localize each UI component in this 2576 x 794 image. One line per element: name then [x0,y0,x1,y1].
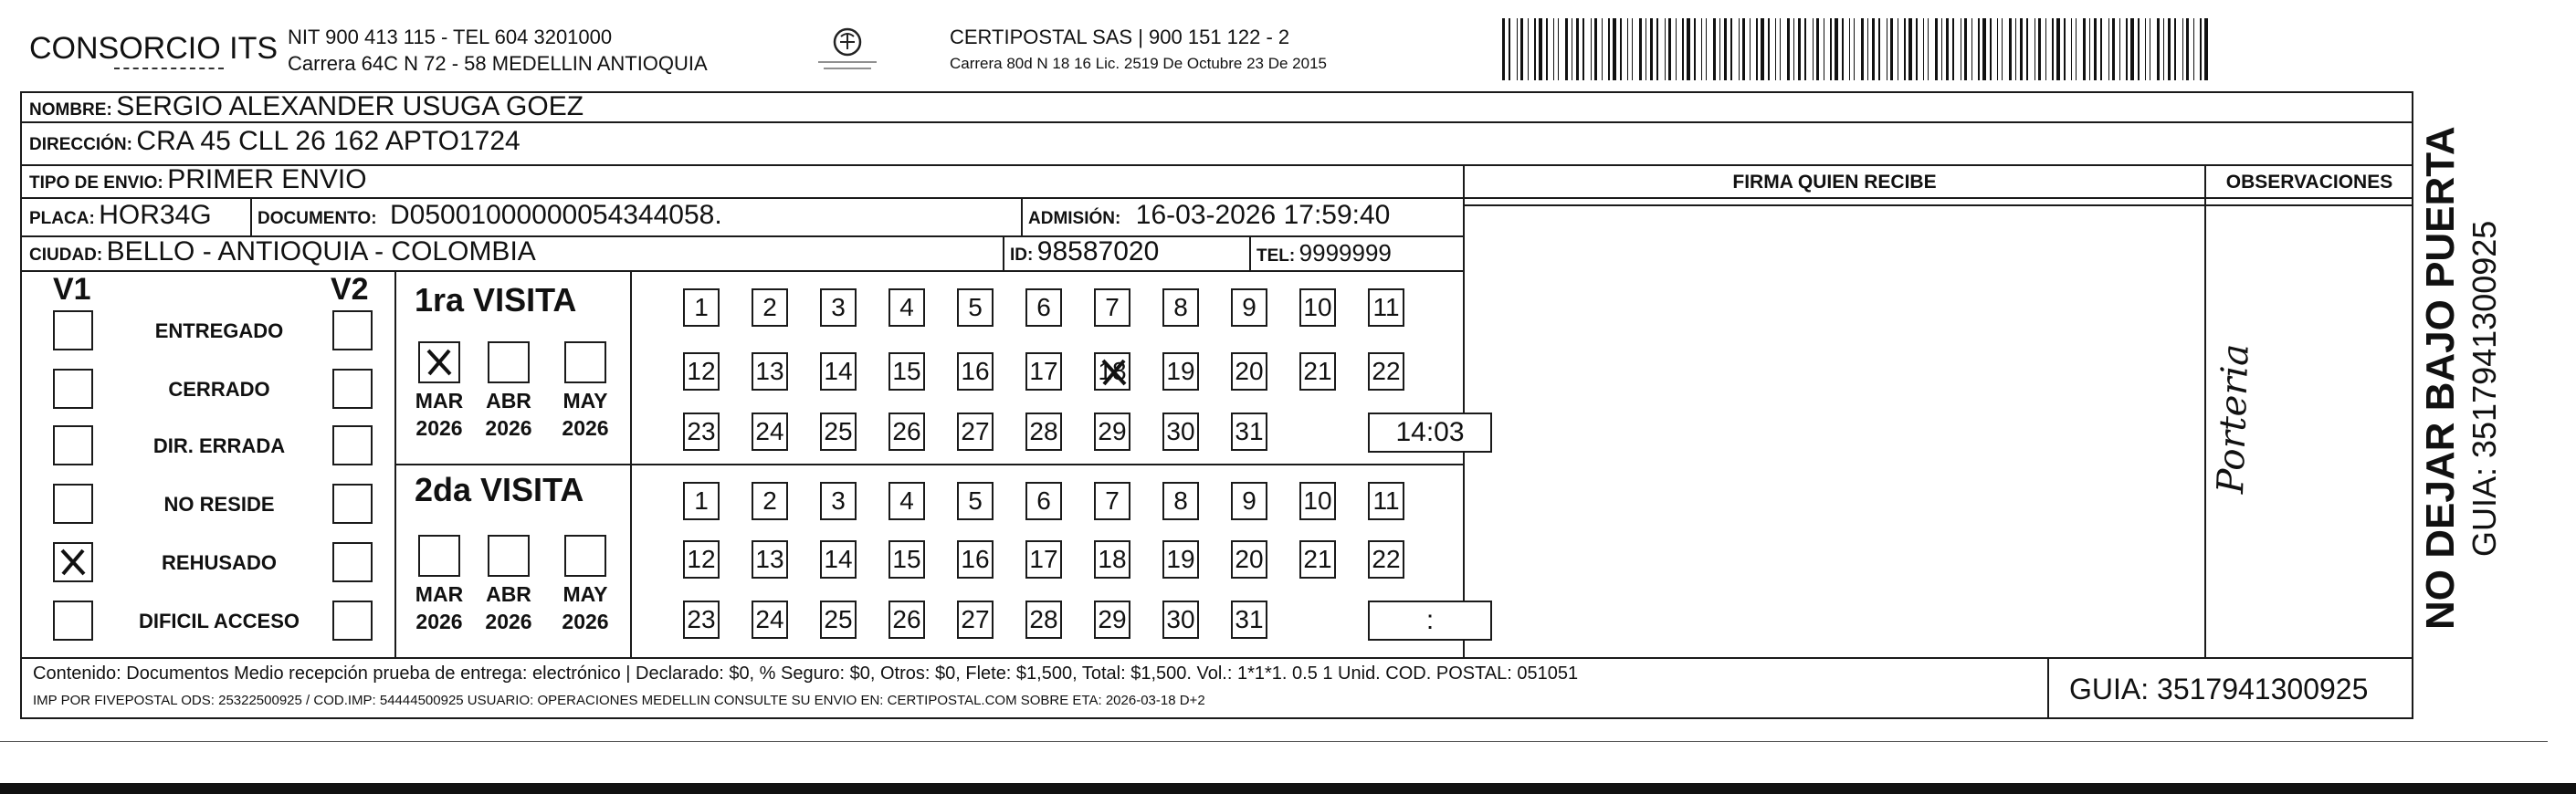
x-mark-icon [423,346,456,379]
visit2-day-box[interactable]: 1 [683,482,720,520]
visit1-day-box[interactable]: 23 [683,413,720,451]
barcode-bar [1665,18,1666,80]
visit1-day-box[interactable]: 5 [957,288,994,327]
barcode-bar [1946,18,1949,80]
plate-value: HOR34G [99,200,212,230]
visit2-day-box[interactable]: 26 [888,601,925,639]
barcode-bar [2009,18,2012,80]
status-v2-checkbox[interactable] [332,425,373,465]
visit2-day-box[interactable]: 27 [957,601,994,639]
barcode-bar [1813,18,1814,80]
visit2-day-box[interactable]: 23 [683,601,720,639]
barcode-bar [1890,18,1893,80]
barcode-bar [2071,18,2072,80]
visit2-day-box[interactable]: 17 [1025,540,1062,579]
visit1-day-box[interactable]: 28 [1025,413,1062,451]
barcode-bar [2200,18,2202,80]
status-v1-checkbox[interactable] [53,601,93,641]
barcode-bar [2015,18,2016,80]
visit2-day-box[interactable]: 14 [820,540,857,579]
barcode-bar [1916,18,1918,80]
barcode-bar [2076,18,2077,80]
visit2-day-box[interactable]: 24 [752,601,788,639]
x-mark-icon [57,546,89,579]
visit2-month-year: 2026 [415,610,463,633]
footer-guia: GUIA: 3517941300925 [2069,673,2369,705]
type-label: TIPO DE ENVIO: [29,173,163,193]
side-no-dejar: NO DEJAR BAJO PUERTA [2418,126,2463,630]
side-guia: GUIA: 3517941300925 [2466,220,2503,557]
barcode-bar [1756,18,1758,80]
admission-value: 16-03-2026 17:59:40 [1135,200,1391,230]
visit2-day-box[interactable]: 10 [1299,482,1336,520]
address-label: DIRECCIÓN: [29,135,132,154]
visit2-day-box[interactable]: 21 [1299,540,1336,579]
visit1-month-checkbox[interactable] [418,341,460,383]
visit1-day-box[interactable]: 3 [820,288,857,327]
visit1-month-year: 2026 [415,416,463,440]
visit1-day-box[interactable]: 19 [1162,352,1199,391]
barcode-bar [1565,18,1568,80]
barcode-bar [1935,18,1938,80]
visit2-day-box[interactable]: 30 [1162,601,1199,639]
visit1-day-box[interactable]: 27 [957,413,994,451]
visit2-day-box[interactable]: 3 [820,482,857,520]
visit1-day-box[interactable]: 4 [888,288,925,327]
barcode-bar [1639,18,1642,80]
visit1-day-box[interactable]: 22 [1368,352,1404,391]
barcode-bar [1620,18,1622,80]
barcode-bar [1613,18,1616,80]
barcode-bar [1835,18,1838,80]
v1-header: V1 [53,272,91,307]
footer-contents: Contenido: Documentos Medio recepción prueba de entrega: electrónico | Declarado: $0, % Seguro: $0, Otros: $0, Flete: $1,500, Total: $1,500. Vol.: 1*1*1. 0.5 1 Unid. COD. POSTAL: 051051 [33,663,1579,684]
visit1-day-box[interactable]: 24 [752,413,788,451]
visit2-day-box[interactable]: 13 [752,540,788,579]
barcode-bar [2089,18,2090,80]
barcode-bar [1904,18,1906,80]
barcode-bar [2094,18,2097,80]
status-v2-checkbox[interactable] [332,369,373,409]
visit1-day-box[interactable]: 9 [1231,288,1267,327]
barcode-bar [2174,18,2176,80]
barcode-bar [2038,18,2041,80]
barcode-bar [1878,18,1880,80]
barcode-bar [1830,18,1832,80]
barcode-bar [1668,18,1671,80]
visit2-day-box[interactable]: 6 [1025,482,1062,520]
barcode-bar [1780,18,1781,80]
visit2-day-box[interactable]: 2 [752,482,788,520]
postal-info-line2: Carrera 80d N 18 16 Lic. 2519 De Octubre 23 De 2015 [950,55,1327,72]
barcode-bar [1517,18,1518,80]
visit2-day-box[interactable]: 5 [957,482,994,520]
barcode-bar [1724,18,1727,80]
barcode-bar [1656,18,1658,80]
document-value: D05001000000054344058. [390,200,722,230]
barcode-bar [2112,18,2115,80]
barcode-bar [2182,18,2183,80]
id-value: 98587020 [1036,236,1160,266]
barcode-bar [2026,18,2028,80]
visit2-day-box[interactable]: 25 [820,601,857,639]
barcode-bar [1775,18,1776,80]
visit1-day-box[interactable]: 2 [752,288,788,327]
barcode-bar [1964,18,1967,80]
visit1-day-box[interactable]: 18 [1094,352,1130,391]
barcode-bar [1997,18,1998,80]
visit1-day-box[interactable]: 29 [1094,413,1130,451]
barcode-bar [1742,18,1745,80]
barcode-bar [1509,18,1510,80]
visit2-month-year: 2026 [562,610,609,633]
v2-header: V2 [331,272,369,307]
barcode-bar [2186,18,2189,80]
status-label: ENTREGADO [154,319,284,342]
separator-line [0,741,2548,742]
barcode-bar [1990,18,1992,80]
barcode-bar [1676,18,1677,80]
barcode-bar [2064,18,2066,80]
status-v1-checkbox[interactable] [53,425,93,465]
visit1-day-box[interactable]: 6 [1025,288,1062,327]
status-v2-checkbox[interactable] [332,310,373,350]
visit2-day-box[interactable]: 16 [957,540,994,579]
tel-value: 9999999 [1299,239,1392,266]
barcode-bar [1682,18,1684,80]
address-value: CRA 45 CLL 26 162 APTO1724 [136,126,520,156]
barcode-bar [1576,18,1579,80]
visit1-month-year: 2026 [485,416,532,440]
barcode-bar [2130,18,2134,80]
visit1-day-box[interactable]: 20 [1231,352,1267,391]
visit2-day-box[interactable]: 8 [1162,482,1199,520]
barcode-bar [1539,18,1542,80]
barcode-bar [1553,18,1554,80]
visit2-month-name: ABR [486,582,531,606]
barcode-bar [2126,18,2128,80]
barcode-bar [1694,18,1696,80]
barcode-bar [1971,18,1972,80]
admission-field [1028,200,1390,231]
visit2-day-box[interactable]: 11 [1368,482,1404,520]
city-value: BELLO - ANTIOQUIA - COLOMBIA [106,236,536,266]
visit2-day-box[interactable]: 7 [1094,482,1130,520]
status-v1-checkbox[interactable] [53,310,93,350]
barcode-bar [2145,18,2146,80]
status-v2-checkbox[interactable] [332,484,373,524]
barcode-bar [1923,18,1924,80]
visit1-day-box[interactable]: 31 [1231,413,1267,451]
visit1-day-box[interactable]: 1 [683,288,720,327]
barcode-bar [2100,18,2102,80]
plate-label: PLACA: [29,209,95,228]
id-label: ID: [1010,246,1034,265]
barcode-bar [1719,18,1720,80]
barcode-bar [1534,18,1536,80]
visit1-day-box[interactable]: 21 [1299,352,1336,391]
signature-header: FIRMA QUIEN RECIBE [1732,172,1937,193]
visit1-day-box[interactable]: 10 [1299,288,1336,327]
barcode-bar [1761,18,1764,80]
brand-nit: NIT 900 413 115 - TEL 604 3201000 [288,26,613,48]
visit2-day-box[interactable]: 28 [1025,601,1062,639]
visit2-day-box[interactable]: 18 [1094,540,1130,579]
visit2-day-box[interactable]: 4 [888,482,925,520]
type-field [29,164,367,195]
visit1-day-box[interactable]: 16 [957,352,994,391]
barcode-bar [2204,18,2208,80]
barcode-bar [2056,18,2060,80]
visit1-month-year: 2026 [562,416,609,440]
status-v2-checkbox[interactable] [332,601,373,641]
name-value: SERGIO ALEXANDER USUGA GOEZ [116,91,584,121]
city-field [29,236,536,267]
visit1-day-box[interactable]: 14 [820,352,857,391]
observations-header: OBSERVACIONES [2225,172,2393,193]
barcode-bar [1546,18,1548,80]
barcode-bar [1750,18,1751,80]
barcode-bar [2020,18,2023,80]
status-v1-checkbox[interactable] [53,542,93,582]
barcode-bar [1867,18,1868,80]
barcode-bar [1798,18,1801,80]
brand-name: CONSORCIO ITS [29,31,279,66]
footer-imp: IMP POR FIVEPOSTAL ODS: 25322500925 / COD.IMP: 54444500925 USUARIO: OPERACIONES MEDELLIN CONSULTE SU ENVIO EN: CERTIPOSTAL.COM SOBRE ETA: 2026-03-18 D+2 [33,693,1205,708]
visit2-day-box[interactable]: 15 [888,540,925,579]
barcode-bar [1908,18,1912,80]
city-label: CIUDAD: [29,246,103,265]
id-field [1010,236,1159,267]
status-v2-checkbox[interactable] [332,542,373,582]
certipostal-logo-icon [811,26,884,73]
visit1-month-checkbox[interactable] [488,341,530,383]
visit2-day-box[interactable]: 19 [1162,540,1199,579]
barcode-bar [1687,18,1690,80]
visit2-month-year: 2026 [485,610,532,633]
visit2-month-name: MAY [563,582,608,606]
barcode-bar [1842,18,1844,80]
visit1-day-box[interactable]: 26 [888,413,925,451]
barcode-bar [1854,18,1855,80]
tel-field [1256,239,1392,267]
barcode-bar [1793,18,1794,80]
barcode-bar [1627,18,1628,80]
barcode-bar [1787,18,1790,80]
barcode-bar [1594,18,1597,80]
status-label: CERRADO [168,378,270,401]
barcode-bar [1982,18,1986,80]
barcode-bar [1528,18,1529,80]
postal-info-line1: CERTIPOSTAL SAS | 900 151 122 - 2 [950,26,1290,48]
barcode-bar [2138,18,2140,80]
visit2-time-box[interactable]: : [1368,601,1492,641]
visit2-day-box[interactable]: 12 [683,540,720,579]
visit1-month-name: ABR [486,389,531,413]
status-label: NO RESIDE [163,493,275,516]
visit2-month-checkbox[interactable] [564,535,606,577]
barcode-bar [1928,18,1929,80]
barcode-bar [2157,18,2160,80]
visit2-day-box[interactable]: 20 [1231,540,1267,579]
visit2-month-checkbox[interactable] [418,535,460,577]
barcode [1502,18,2205,80]
barcode-bar [1952,18,1954,80]
handwritten-observation: Porteria [2210,343,2257,495]
barcode-bar [1978,18,1980,80]
barcode-bar [1739,18,1740,80]
visit2-day-box[interactable]: 29 [1094,601,1130,639]
barcode-bar [2119,18,2120,80]
barcode-bar [1706,18,1707,80]
visit1-day-box[interactable]: 13 [752,352,788,391]
barcode-bar [1645,18,1646,80]
barcode-bar [1591,18,1592,80]
barcode-bar [2168,18,2171,80]
visit2-day-box[interactable]: 9 [1231,482,1267,520]
barcode-bar [1730,18,1732,80]
visit1-month-name: MAR [415,389,464,413]
document-field [258,200,722,231]
visit1-day-box[interactable]: 17 [1025,352,1062,391]
barcode-bar [1872,18,1875,80]
document-label: DOCUMENTO: [258,209,377,228]
admission-label: ADMISIÓN: [1028,209,1121,228]
barcode-bar [1632,18,1633,80]
visit1-day-box[interactable]: 15 [888,352,925,391]
barcode-bar [1502,18,1505,80]
address-field [29,126,520,157]
plate-field [29,200,212,231]
barcode-bar [1520,18,1523,80]
barcode-bar [1650,18,1653,80]
barcode-bar [2108,18,2109,80]
barcode-bar [2045,18,2046,80]
brand-underline [114,68,224,69]
visit2-month-checkbox[interactable] [488,535,530,577]
visit1-month-checkbox[interactable] [564,341,606,383]
barcode-bar [1608,18,1610,80]
barcode-bar [2193,18,2194,80]
status-v1-checkbox[interactable] [53,369,93,409]
visit1-title: 1ra VISITA [415,281,577,319]
name-label: NOMBRE: [29,100,112,120]
visit1-day-box[interactable]: 8 [1162,288,1199,327]
visit1-day-box[interactable]: 11 [1368,288,1404,327]
status-label: REHUSADO [162,551,277,574]
barcode-bar [1861,18,1864,80]
barcode-bar [1602,18,1603,80]
brand-address: Carrera 64C N 72 - 58 MEDELLIN ANTIOQUIA [288,52,708,75]
visit1-month-name: MAY [563,389,608,413]
visit1-day-box[interactable]: 12 [683,352,720,391]
status-label: DIR. ERRADA [152,434,286,457]
barcode-bar [2052,18,2054,80]
tel-label: TEL: [1256,246,1296,266]
barcode-bar [2002,18,2003,80]
barcode-bar [1582,18,1584,80]
type-value: PRIMER ENVIO [167,164,367,194]
visit1-day-box[interactable]: 25 [820,413,857,451]
x-mark-icon [1098,356,1130,395]
barcode-bar [1701,18,1702,80]
visit2-month-name: MAR [415,582,464,606]
visit1-day-box[interactable]: 7 [1094,288,1130,327]
bottom-edge-bar [0,783,2576,794]
barcode-bar [2163,18,2164,80]
name-field [29,91,584,122]
visit1-day-box[interactable]: 30 [1162,413,1199,451]
status-label: DIFICIL ACCESO [138,610,300,632]
barcode-bar [2083,18,2086,80]
barcode-bar [1713,18,1716,80]
barcode-bar [1941,18,1942,80]
barcode-bar [1558,18,1559,80]
barcode-bar [1849,18,1850,80]
visit2-day-box[interactable]: 22 [1368,540,1404,579]
barcode-bar [1816,18,1819,80]
status-v1-checkbox[interactable] [53,484,93,524]
barcode-bar [1768,18,1770,80]
visit2-day-box[interactable]: 31 [1231,601,1267,639]
visit1-time-box[interactable]: 14:03 [1368,413,1492,453]
barcode-bar [1804,18,1806,80]
visit2-title: 2da VISITA [415,471,584,508]
